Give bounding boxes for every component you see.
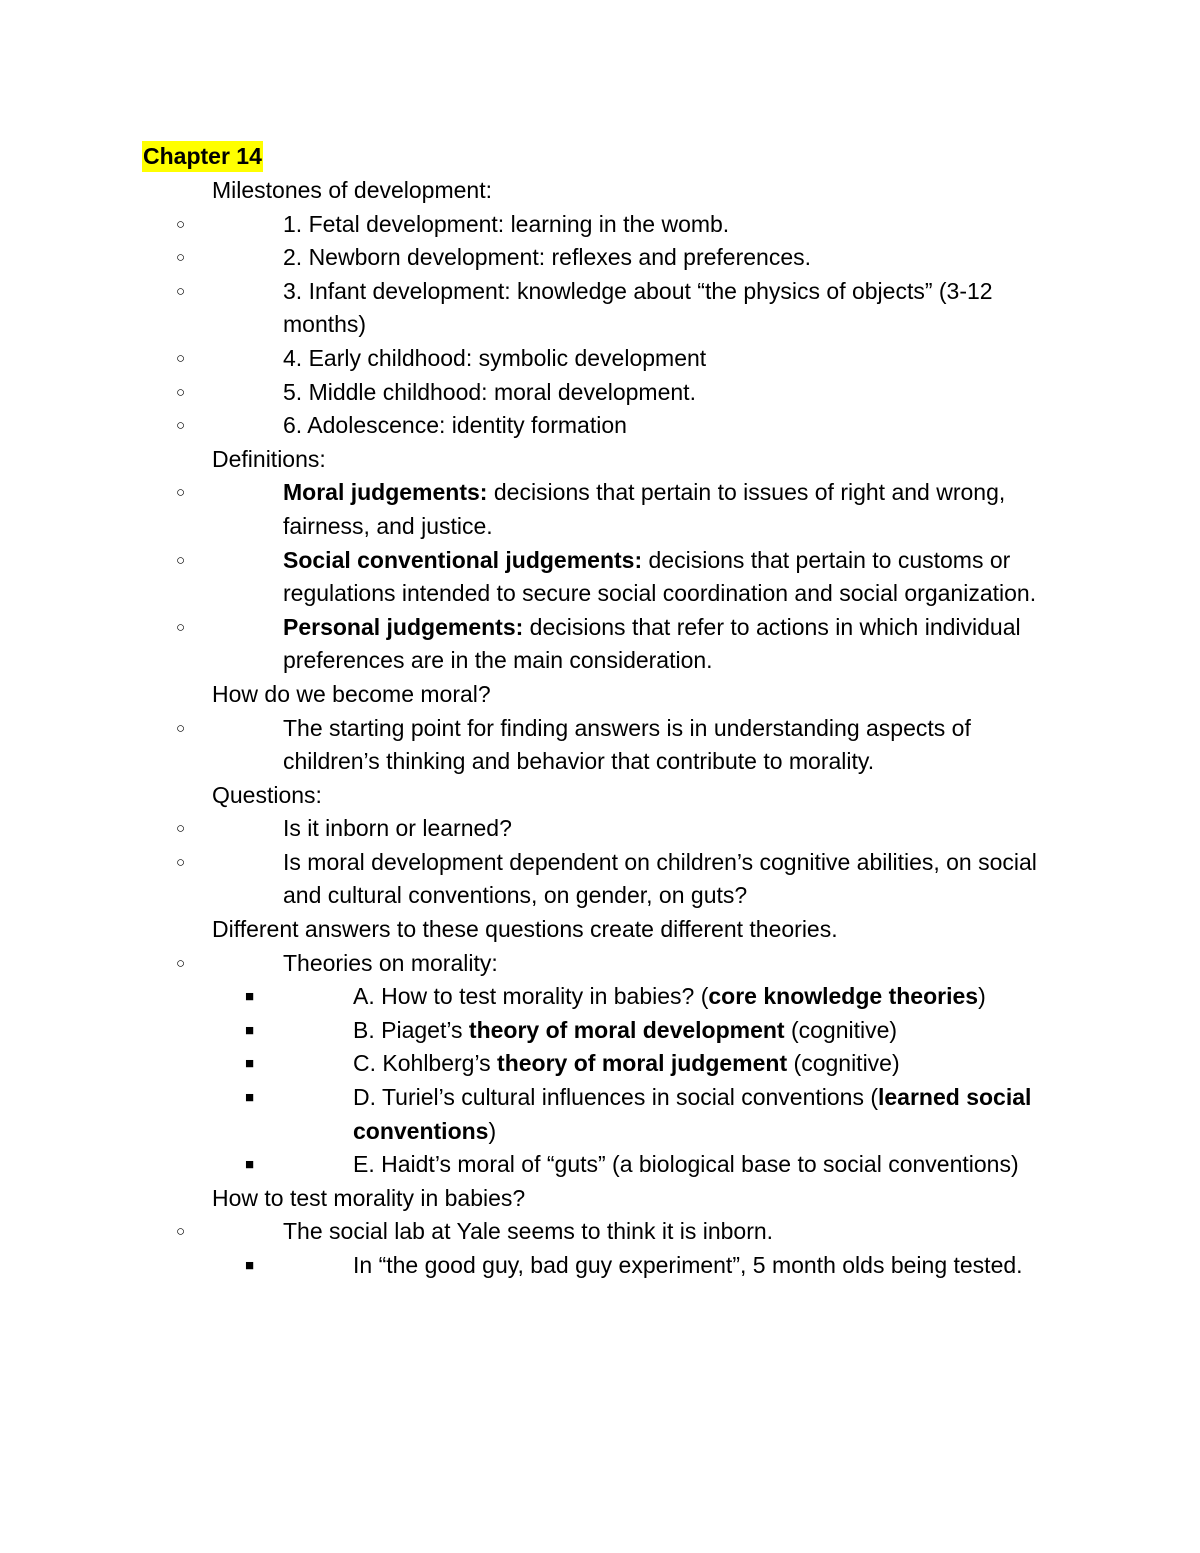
chapter-heading: Chapter 14: [142, 141, 263, 172]
list-item: [245, 1148, 1072, 1182]
theory-text-end: ): [978, 983, 986, 1010]
circle-bullet-icon: ○: [176, 618, 186, 636]
list-item-text: The starting point for finding answers is in understanding aspects of children’s thinking and behavior that contribute to morality.: [283, 714, 971, 775]
theory-text-end: (cognitive): [787, 1050, 900, 1077]
list-item: [176, 241, 1072, 275]
list-item-text: 6. Adolescence: identity formation: [283, 412, 627, 439]
list-item-text: How do we become moral?: [212, 680, 491, 707]
list-item: [0, 913, 1072, 1182]
list-item-text: Theories on morality:: [283, 949, 498, 976]
theory-text: B. Piaget’s: [353, 1016, 469, 1043]
circle-bullet-icon: ○: [176, 820, 186, 838]
list-item-text: 5. Middle childhood: moral development.: [283, 378, 696, 405]
square-bullet-icon: ■: [245, 1055, 255, 1073]
sublist: [245, 980, 1072, 1182]
circle-bullet-icon: ○: [176, 719, 186, 737]
theory-text: A. How to test morality in babies? (: [353, 983, 709, 1010]
sublist: [176, 947, 1072, 1182]
list-item-text: 3. Infant development: knowledge about “the physics of objects” (3-12 months): [283, 277, 993, 338]
definition-term: Personal judgements:: [283, 613, 524, 640]
list-item: [176, 208, 1072, 242]
list-item: [176, 409, 1072, 443]
list-item-text: Is it inborn or learned?: [283, 815, 512, 842]
definition-term: Moral judgements:: [283, 479, 488, 506]
list-item: [176, 476, 1072, 543]
circle-bullet-icon: ○: [176, 282, 186, 300]
theory-emphasis: theory of moral judgement: [497, 1050, 788, 1077]
list-item: [245, 1249, 1072, 1283]
square-bullet-icon: ■: [245, 988, 255, 1006]
list-item: [0, 779, 1072, 913]
definition-text: decisions that refer to actions in which individual preferences are in the main consideration.: [283, 613, 1021, 674]
circle-bullet-icon: ○: [176, 484, 186, 502]
circle-bullet-icon: ○: [176, 417, 186, 435]
theory-text-end: ): [488, 1117, 497, 1144]
sublist: [176, 712, 1072, 779]
list-item: [176, 376, 1072, 410]
circle-bullet-icon: ○: [176, 551, 186, 569]
list-item-text: How to test morality in babies?: [212, 1184, 526, 1211]
list-item: [176, 712, 1072, 779]
circle-bullet-icon: ○: [176, 249, 186, 267]
list-item: [176, 846, 1072, 913]
list-item: [0, 678, 1072, 779]
outline-list: [0, 174, 1200, 1283]
theory-emphasis: learned social conventions: [353, 1084, 1032, 1144]
square-bullet-icon: ■: [245, 1257, 255, 1274]
sublist: [245, 1249, 1072, 1283]
list-item-text: 4. Early childhood: symbolic development: [283, 344, 707, 371]
list-item-text: Questions:: [212, 781, 322, 808]
list-item-text: Is moral development dependent on children’s cognitive abilities, on social and cultural conventions, on gender, on guts?: [283, 848, 1037, 909]
list-item-text: In “the good guy, bad guy experiment”, 5 month olds being tested.: [353, 1252, 1023, 1278]
theory-emphasis: theory of moral development: [468, 1016, 785, 1043]
list-item: [245, 1047, 1072, 1081]
list-item: [176, 812, 1072, 846]
square-bullet-icon: ■: [245, 1089, 255, 1107]
list-item: [0, 1182, 1072, 1283]
list-item: [245, 980, 1072, 1014]
list-item: [0, 174, 1072, 443]
list-item: [0, 443, 1072, 678]
sublist: [176, 208, 1072, 443]
list-item-text: Different answers to these questions create different theories.: [212, 916, 838, 943]
list-item: [245, 1014, 1072, 1048]
list-item: [176, 611, 1072, 678]
sublist: [176, 812, 1072, 913]
list-item-text: 2. Newborn development: reflexes and preferences.: [283, 244, 812, 271]
theory-emphasis: core knowledge theories: [708, 983, 979, 1010]
circle-bullet-icon: ○: [176, 215, 186, 233]
theory-text: C. Kohlberg’s: [353, 1050, 498, 1077]
circle-bullet-icon: ○: [176, 853, 186, 871]
list-item-text: The social lab at Yale seems to think it is inborn.: [283, 1218, 774, 1245]
sublist: [176, 476, 1072, 678]
list-item: [176, 947, 1072, 1182]
circle-bullet-icon: ○: [176, 954, 186, 972]
definition-text: decisions that pertain to customs or regulations intended to secure social coordination and social organization.: [283, 546, 1037, 607]
list-item: [245, 1081, 1072, 1148]
square-bullet-icon: ■: [245, 1156, 255, 1174]
list-item: [176, 275, 1072, 342]
list-item-text: 1. Fetal development: learning in the womb.: [283, 210, 730, 237]
theory-text: E. Haidt’s moral of “guts” (a biological base to social conventions): [353, 1151, 1019, 1178]
circle-bullet-icon: ○: [176, 1223, 186, 1241]
definition-term: Social conventional judgements:: [283, 546, 643, 573]
list-item-text: Definitions:: [212, 445, 326, 472]
sublist: [176, 1215, 1072, 1282]
definition-text: decisions that pertain to issues of right and wrong, fairness, and justice.: [283, 479, 1006, 539]
list-item-text: Milestones of development:: [212, 177, 492, 203]
circle-bullet-icon: ○: [176, 349, 186, 367]
list-item: [176, 342, 1072, 376]
list-item: [176, 1215, 1072, 1282]
square-bullet-icon: ■: [245, 1021, 255, 1039]
circle-bullet-icon: ○: [176, 383, 186, 401]
theory-text-end: (cognitive): [784, 1016, 898, 1043]
list-item: [176, 544, 1072, 611]
theory-text: D. Turiel’s cultural influences in social conventions (: [353, 1084, 878, 1111]
